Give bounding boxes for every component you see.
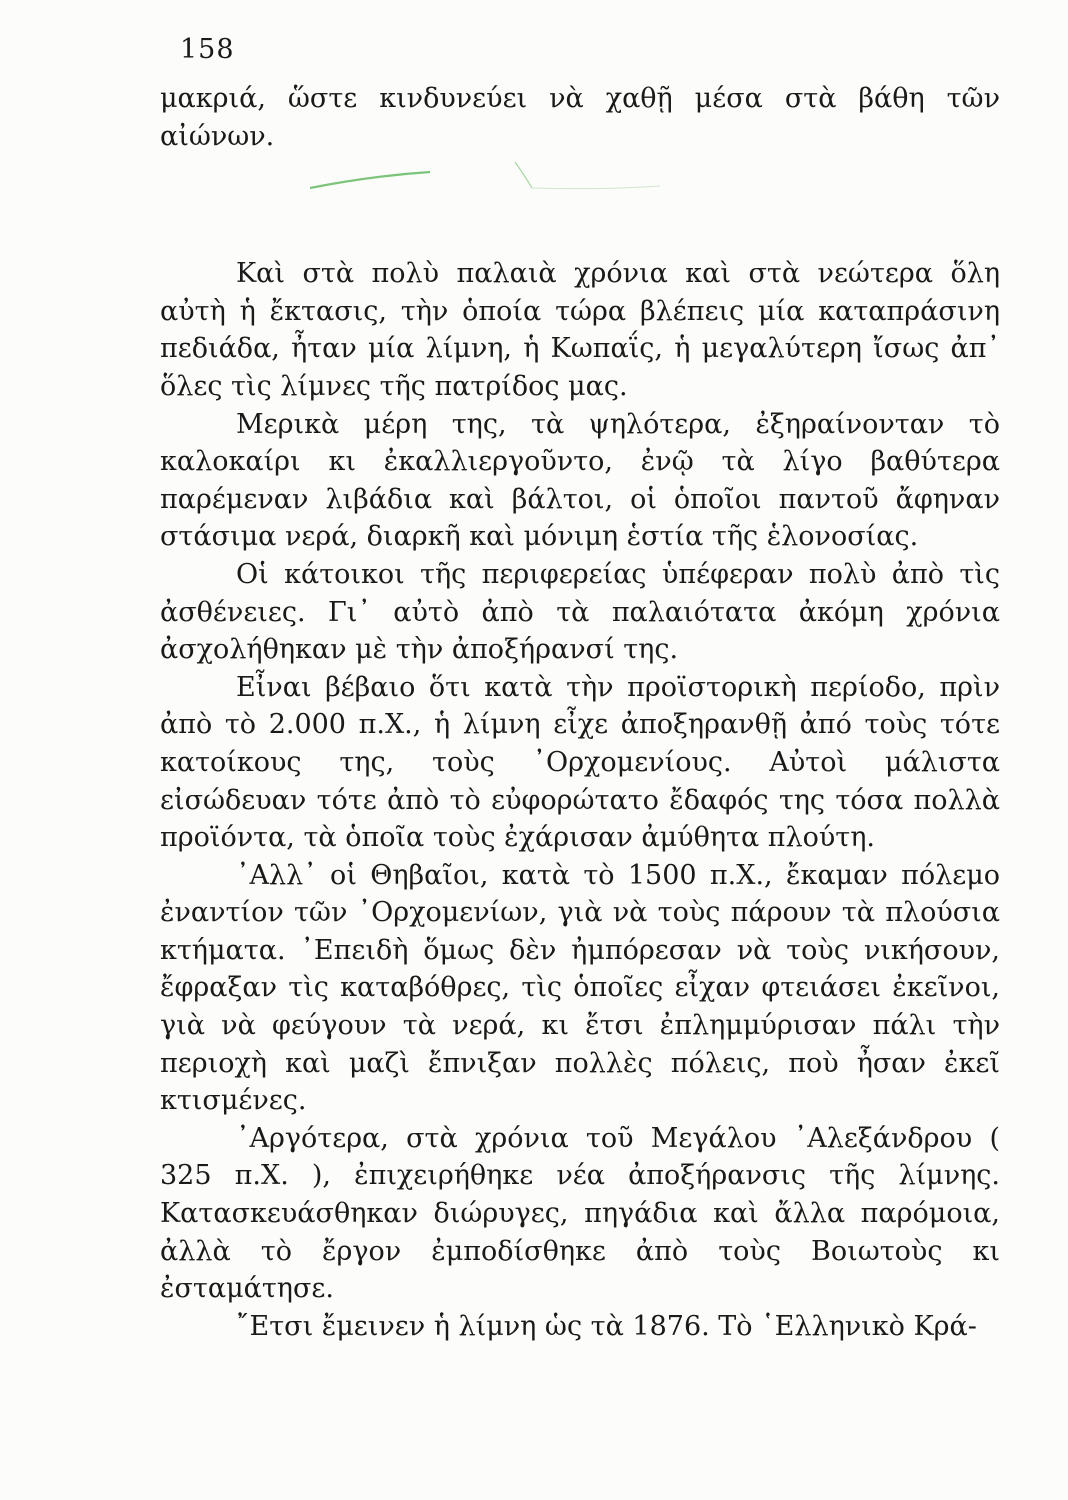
paragraph-8: ῎Ετσι ἔμεινεν ἡ λίμνη ὡς τὰ 1876. Τὸ ῾Ελληνικὸ Κρά- [236,1310,977,1342]
paragraph-5: Εἶναι βέβαιο ὅτι κατὰ τὴν προϊστορικὴ περίοδο, πρὶν ἀπὸ τὸ 2.000 π.Χ., ἡ λίμνη εἶχε ἀποξηρανθῇ ἀπό τοὺς τότε κατοίκους της, τοὺς ᾿Ορχομενίους. Αὐτοὶ μάλιστα εἰσώδευαν τότε ἀπὸ τὸ εὐφορώτατο ἔδαφός της τόσα πολλὰ προϊόντα, τὰ ὁποῖα τοὺς ἐχάρισαν ἀμύθητα πλούτη. [160,671,1000,854]
paragraph-2: Καὶ στὰ πολὺ παλαιὰ χρόνια καὶ στὰ νεώτερα ὅλη αὐτὴ ἡ ἔκτασις, τὴν ὁποία τώρα βλέπεις μία καταπράσινη πεδιάδα, ἦταν μία λίμνη, ἡ Κωπαΐς, ἡ μεγαλύτερη ἴσως ἀπ᾽ ὅλες τὶς λίμνες τῆς πατρίδος μας. [160,258,1000,402]
body-text [160,80,1000,1345]
paragraph-6: ᾿Αλλ᾽ οἱ Θηβαῖοι, κατὰ τὸ 1500 π.Χ., ἔκαμαν πόλεμο ἐναντίον τῶν ᾿Ορχομενίων, γιὰ νὰ τοὺς πάρουν τὰ πλούσια κτήματα. ᾿Επειδὴ ὅμως δὲν ἠμπόρεσαν νὰ τοὺς νικήσουν, ἔφραξαν τὶς καταβόθρες, τὶς ὁποῖες εἶχαν φτειάσει ἐκεῖνοι, γιὰ νὰ φεύγουν τὰ νερά, κι ἔτσι ἐπλημμύρισαν πάλι τὴν περιοχὴ καὶ μαζὶ ἔπνιξαν πολλὲς πόλεις, ποὺ ἦσαν ἐκεῖ κτισμένες. [160,859,1000,1117]
paragraph-7: ᾿Αργότερα, στὰ χρόνια τοῦ Μεγάλου ᾿Αλεξάνδρου ( 325 π.Χ. ), ἐπιχειρήθηκε νέα ἀποξήρανσις τῆς λίμνης. Κατασκευάσθηκαν διώρυγες, πηγάδια καὶ ἄλλα παρόμοια, ἀλλὰ τὸ ἔργον ἐμποδίσθηκε ἀπὸ τοὺς Βοιωτοὺς κι ἐσταμάτησε. [160,1122,1000,1305]
page-number: 158 [180,34,235,65]
paragraph-1: μακριά, ὥστε κινδυνεύει νὰ χαθῇ μέσα στὰ βάθη τῶν αἰώνων. [160,83,1000,152]
paragraph-4: Οἱ κάτοικοι τῆς περιφερείας ὑπέφεραν πολὺ ἀπὸ τὶς ἀσθένειες. Γι᾽ αὐτὸ ἀπὸ τὰ παλαιότατα ἀκόμη χρόνια ἀσχολήθηκαν μὲ τὴν ἀποξήρανσί της. [160,558,1000,666]
paragraph-3: Μερικὰ μέρη της, τὰ ψηλότερα, ἐξηραίνονταν τὸ καλοκαίρι κι ἐκαλλιεργοῦντο, ἐνῷ τὰ λίγο βαθύτερα παρέμεναν λιβάδια καὶ βάλτοι, οἱ ὁποῖοι παντοῦ ἄφηναν στάσιμα νερά, διαρκῆ καὶ μόνιμη ἑστία τῆς ἑλονοσίας. [160,408,1000,553]
